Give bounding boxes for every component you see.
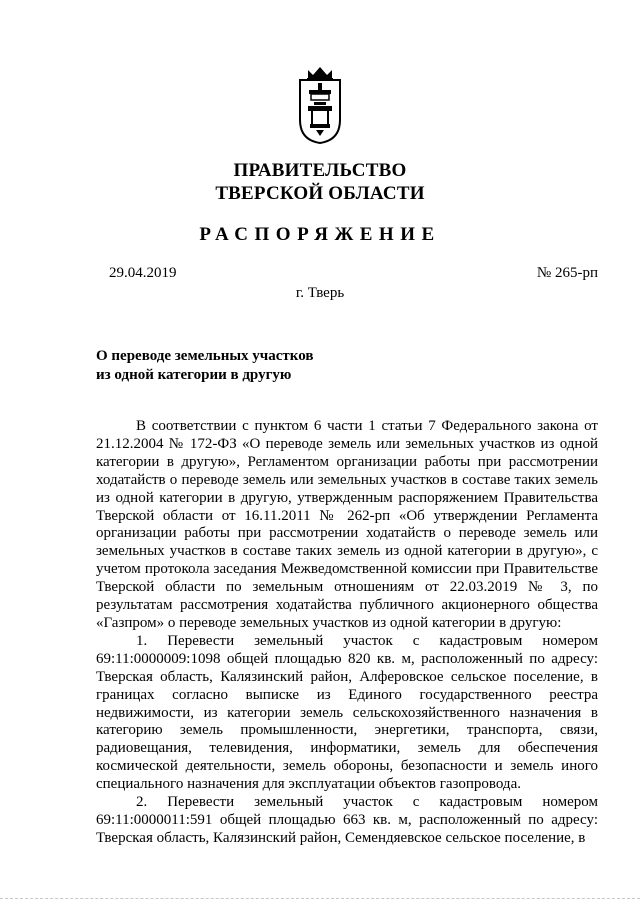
page-bottom-divider <box>0 898 640 899</box>
document-body <box>96 418 598 848</box>
subject-line1: О переводе земельных участков <box>96 348 314 364</box>
subject-line2: из одной категории в другую <box>96 367 292 383</box>
document-date: 29.04.2019 <box>109 265 177 281</box>
document-city: г. Тверь <box>295 285 345 301</box>
item-1-paragraph: 1. Перевести земельный участок с кадастровым номером 69:11:0000009:1098 общей площадью 820 кв. м, расположенный по адресу: Тверская область, Калязинский район, Алферовское сельское поселение, в границах согласно выписке из Единого государственного реестра недвижимости, из категории земель сельскохозяйственного назначения в категорию земель промышленности, энергетики, транспорта, связи, радиовещания, телевидения, информатики, земель для обеспечения космической деятельности, земель обороны, безопасности и земель иного специального назначения для эксплуатации объектов газопровода. <box>96 632 598 793</box>
org-title-line2: ТВЕРСКОЙ ОБЛАСТИ <box>215 183 425 204</box>
document-subject <box>96 347 396 385</box>
org-title-line1: ПРАВИТЕЛЬСТВО <box>233 160 407 181</box>
document-type: РАСПОРЯЖЕНИЕ <box>199 224 441 245</box>
item-2-paragraph: 2. Перевести земельный участок с кадастровым номером 69:11:0000011:591 общей площадью 663 кв. м, расположенный по адресу: Тверская область, Калязинский район, Семендяевское сельское поселение, в <box>96 794 598 846</box>
preamble-paragraph: В соответствии с пунктом 6 части 1 статьи 7 Федерального закона от 21.12.2004 № 172-ФЗ «О переводе земель или земельных участков из одной категории в другую», Регламентом организации работы при рассмотрении ходатайств о переводе земель или земельных участков в составе таких земель из одной категории в другую, утвержденным распоряжением Правительства Тверской области от 16.11.2011 № 262-рп «Об утверждении Регламента организации работы при рассмотрении ходатайств о переводе земель или земельных участков в составе таких земель из одной категории в другую», с учетом протокола заседания Межведомственной комиссии при Правительстве Тверской области по земельным отношениям от 22.03.2019 № 3, по результатам рассмотрения ходатайства публичного акционерного общества «Газпром» о переводе земельных участков из одной категории в другую: <box>96 418 598 631</box>
document-number: № 265-рп <box>536 265 598 281</box>
coat-of-arms-emblem <box>298 66 342 144</box>
